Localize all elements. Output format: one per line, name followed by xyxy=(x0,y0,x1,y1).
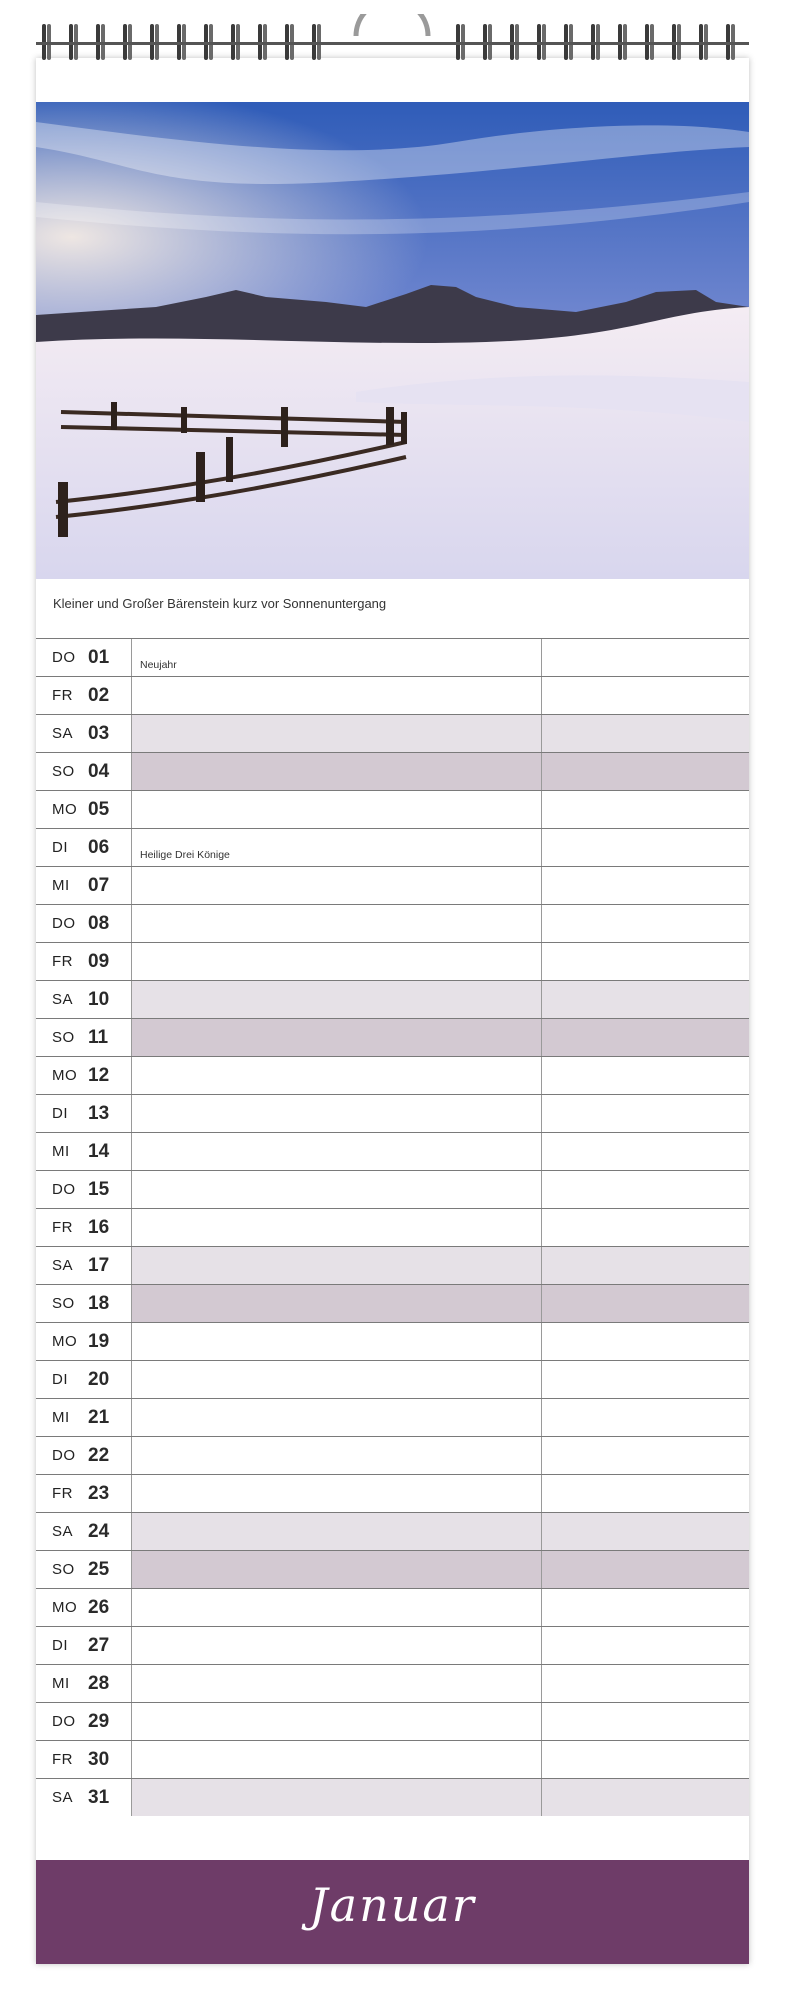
note-cell xyxy=(132,1209,542,1246)
note-cell xyxy=(132,1399,542,1436)
weekday-label: FR xyxy=(52,1751,73,1768)
weekday-label: SA xyxy=(52,1257,74,1274)
weekday-label: MI xyxy=(52,1409,70,1426)
day-row xyxy=(36,638,749,676)
day-number: 04 xyxy=(88,760,110,782)
day-row xyxy=(36,1436,749,1474)
weekday-label: MI xyxy=(52,877,70,894)
day-row xyxy=(36,1664,749,1702)
weekday-label: FR xyxy=(52,953,73,970)
day-cell xyxy=(36,639,132,676)
note-cell xyxy=(132,1019,542,1056)
note-cell xyxy=(132,1627,542,1664)
day-row xyxy=(36,942,749,980)
extra-cell xyxy=(542,1019,749,1056)
day-row xyxy=(36,676,749,714)
day-row xyxy=(36,790,749,828)
weekday-label: DI xyxy=(52,1105,68,1122)
note-cell xyxy=(132,829,542,866)
weekday-label: SA xyxy=(52,991,74,1008)
day-row xyxy=(36,866,749,904)
day-cell xyxy=(36,1665,132,1702)
extra-cell xyxy=(542,1513,749,1550)
note-cell xyxy=(132,1741,542,1778)
note-cell xyxy=(132,1057,542,1094)
extra-cell xyxy=(542,1589,749,1626)
extra-cell xyxy=(542,677,749,714)
note-cell xyxy=(132,1551,542,1588)
day-cell xyxy=(36,1361,132,1398)
day-number: 07 xyxy=(88,874,110,896)
extra-cell xyxy=(542,943,749,980)
day-number: 03 xyxy=(88,722,110,744)
extra-cell xyxy=(542,981,749,1018)
day-number: 08 xyxy=(88,912,110,934)
weekday-label: DO xyxy=(52,1447,76,1464)
day-number: 10 xyxy=(88,988,110,1010)
extra-cell xyxy=(542,1627,749,1664)
extra-cell xyxy=(542,1437,749,1474)
day-row xyxy=(36,1550,749,1588)
day-cell xyxy=(36,1209,132,1246)
day-row xyxy=(36,1208,749,1246)
extra-cell xyxy=(542,829,749,866)
day-row xyxy=(36,1740,749,1778)
weekday-label: SA xyxy=(52,1789,74,1806)
extra-cell xyxy=(542,1779,749,1816)
day-number: 02 xyxy=(88,684,110,706)
month-title: Januar xyxy=(309,1878,476,1932)
note-cell xyxy=(132,1323,542,1360)
extra-cell xyxy=(542,1133,749,1170)
extra-cell xyxy=(542,1399,749,1436)
note-cell xyxy=(132,715,542,752)
day-row xyxy=(36,1170,749,1208)
day-cell xyxy=(36,1057,132,1094)
weekday-label: DO xyxy=(52,915,76,932)
day-row xyxy=(36,714,749,752)
day-number: 25 xyxy=(88,1558,110,1580)
day-row xyxy=(36,828,749,866)
day-cell xyxy=(36,1019,132,1056)
day-row xyxy=(36,1246,749,1284)
day-row xyxy=(36,1512,749,1550)
extra-cell xyxy=(542,1551,749,1588)
day-cell xyxy=(36,1437,132,1474)
day-row xyxy=(36,1702,749,1740)
weekday-label: MO xyxy=(52,1599,78,1616)
day-cell xyxy=(36,1627,132,1664)
extra-cell xyxy=(542,1361,749,1398)
month-footer xyxy=(36,1860,749,1964)
day-row xyxy=(36,752,749,790)
day-number: 12 xyxy=(88,1064,110,1086)
extra-cell xyxy=(542,867,749,904)
note-cell xyxy=(132,1513,542,1550)
day-row xyxy=(36,1778,749,1816)
note-cell xyxy=(132,1475,542,1512)
weekday-label: DO xyxy=(52,1181,76,1198)
spiral-wire xyxy=(36,42,749,45)
extra-cell xyxy=(542,1095,749,1132)
day-row xyxy=(36,904,749,942)
day-cell xyxy=(36,1133,132,1170)
day-cell xyxy=(36,829,132,866)
day-cell xyxy=(36,1741,132,1778)
day-cell xyxy=(36,943,132,980)
day-row xyxy=(36,1018,749,1056)
holiday-label: Heilige Drei Könige xyxy=(140,849,230,861)
extra-cell xyxy=(542,639,749,676)
note-cell xyxy=(132,1285,542,1322)
extra-cell xyxy=(542,1285,749,1322)
day-number: 01 xyxy=(88,646,110,668)
day-cell xyxy=(36,1703,132,1740)
extra-cell xyxy=(542,715,749,752)
day-cell xyxy=(36,753,132,790)
day-number: 18 xyxy=(88,1292,110,1314)
note-cell xyxy=(132,1133,542,1170)
day-cell xyxy=(36,1475,132,1512)
extra-cell xyxy=(542,1323,749,1360)
day-number: 21 xyxy=(88,1406,110,1428)
weekday-label: DI xyxy=(52,1371,68,1388)
day-number: 11 xyxy=(88,1026,109,1048)
note-cell xyxy=(132,1171,542,1208)
day-number: 06 xyxy=(88,836,110,858)
day-number: 16 xyxy=(88,1216,110,1238)
day-number: 27 xyxy=(88,1634,110,1656)
extra-cell xyxy=(542,905,749,942)
extra-cell xyxy=(542,753,749,790)
day-cell xyxy=(36,905,132,942)
note-cell xyxy=(132,1437,542,1474)
extra-cell xyxy=(542,1703,749,1740)
extra-cell xyxy=(542,791,749,828)
day-number: 05 xyxy=(88,798,110,820)
extra-cell xyxy=(542,1741,749,1778)
day-cell xyxy=(36,981,132,1018)
weekday-label: SA xyxy=(52,1523,74,1540)
note-cell xyxy=(132,1361,542,1398)
day-row xyxy=(36,1322,749,1360)
day-number: 17 xyxy=(88,1254,110,1276)
day-row xyxy=(36,1056,749,1094)
note-cell xyxy=(132,943,542,980)
weekday-label: FR xyxy=(52,1219,73,1236)
day-number: 19 xyxy=(88,1330,110,1352)
extra-cell xyxy=(542,1057,749,1094)
note-cell xyxy=(132,1703,542,1740)
day-row xyxy=(36,1588,749,1626)
day-cell xyxy=(36,867,132,904)
day-cell xyxy=(36,1551,132,1588)
holiday-label: Neujahr xyxy=(140,659,177,671)
weekday-label: SO xyxy=(52,1029,75,1046)
day-cell xyxy=(36,1171,132,1208)
weekday-label: MO xyxy=(52,801,78,818)
winter-landscape-image xyxy=(36,102,749,579)
day-cell xyxy=(36,791,132,828)
day-cell xyxy=(36,715,132,752)
note-cell xyxy=(132,791,542,828)
day-row xyxy=(36,1626,749,1664)
note-cell xyxy=(132,905,542,942)
extra-cell xyxy=(542,1171,749,1208)
note-cell xyxy=(132,981,542,1018)
day-cell xyxy=(36,1779,132,1816)
weekday-label: FR xyxy=(52,687,73,704)
day-cell xyxy=(36,1247,132,1284)
day-cell xyxy=(36,1589,132,1626)
calendar-page xyxy=(36,58,749,1964)
landscape-photo xyxy=(36,102,749,579)
day-number: 26 xyxy=(88,1596,110,1618)
weekday-label: MO xyxy=(52,1067,78,1084)
note-cell xyxy=(132,1095,542,1132)
day-cell xyxy=(36,677,132,714)
day-number: 24 xyxy=(88,1520,110,1542)
weekday-label: MI xyxy=(52,1675,70,1692)
day-cell xyxy=(36,1513,132,1550)
photo-caption: Kleiner und Großer Bärenstein kurz vor Sonnenuntergang xyxy=(53,596,387,611)
day-number: 29 xyxy=(88,1710,110,1732)
note-cell xyxy=(132,867,542,904)
note-cell xyxy=(132,753,542,790)
note-cell xyxy=(132,1589,542,1626)
day-row xyxy=(36,980,749,1018)
day-row xyxy=(36,1284,749,1322)
weekday-label: FR xyxy=(52,1485,73,1502)
day-row xyxy=(36,1398,749,1436)
day-number: 15 xyxy=(88,1178,110,1200)
weekday-label: SA xyxy=(52,725,74,742)
day-cell xyxy=(36,1399,132,1436)
weekday-label: DI xyxy=(52,839,68,856)
spiral-binding xyxy=(36,14,749,74)
day-number: 13 xyxy=(88,1102,110,1124)
note-cell xyxy=(132,639,542,676)
day-number: 20 xyxy=(88,1368,110,1390)
day-cell xyxy=(36,1285,132,1322)
weekday-label: MO xyxy=(52,1333,78,1350)
day-number: 09 xyxy=(88,950,110,972)
weekday-label: DO xyxy=(52,649,76,666)
note-cell xyxy=(132,1247,542,1284)
extra-cell xyxy=(542,1475,749,1512)
extra-cell xyxy=(542,1209,749,1246)
day-number: 23 xyxy=(88,1482,110,1504)
day-number: 22 xyxy=(88,1444,110,1466)
weekday-label: SO xyxy=(52,763,75,780)
day-cell xyxy=(36,1095,132,1132)
day-row xyxy=(36,1360,749,1398)
weekday-label: DI xyxy=(52,1637,68,1654)
day-list xyxy=(36,638,749,1816)
day-row xyxy=(36,1132,749,1170)
weekday-label: SO xyxy=(52,1295,75,1312)
note-cell xyxy=(132,1665,542,1702)
day-row xyxy=(36,1094,749,1132)
extra-cell xyxy=(542,1247,749,1284)
day-number: 30 xyxy=(88,1748,110,1770)
note-cell xyxy=(132,677,542,714)
note-cell xyxy=(132,1779,542,1816)
weekday-label: DO xyxy=(52,1713,76,1730)
extra-cell xyxy=(542,1665,749,1702)
day-number: 14 xyxy=(88,1140,110,1162)
day-row xyxy=(36,1474,749,1512)
day-number: 31 xyxy=(88,1786,110,1808)
day-number: 28 xyxy=(88,1672,110,1694)
weekday-label: MI xyxy=(52,1143,70,1160)
weekday-label: SO xyxy=(52,1561,75,1578)
day-cell xyxy=(36,1323,132,1360)
